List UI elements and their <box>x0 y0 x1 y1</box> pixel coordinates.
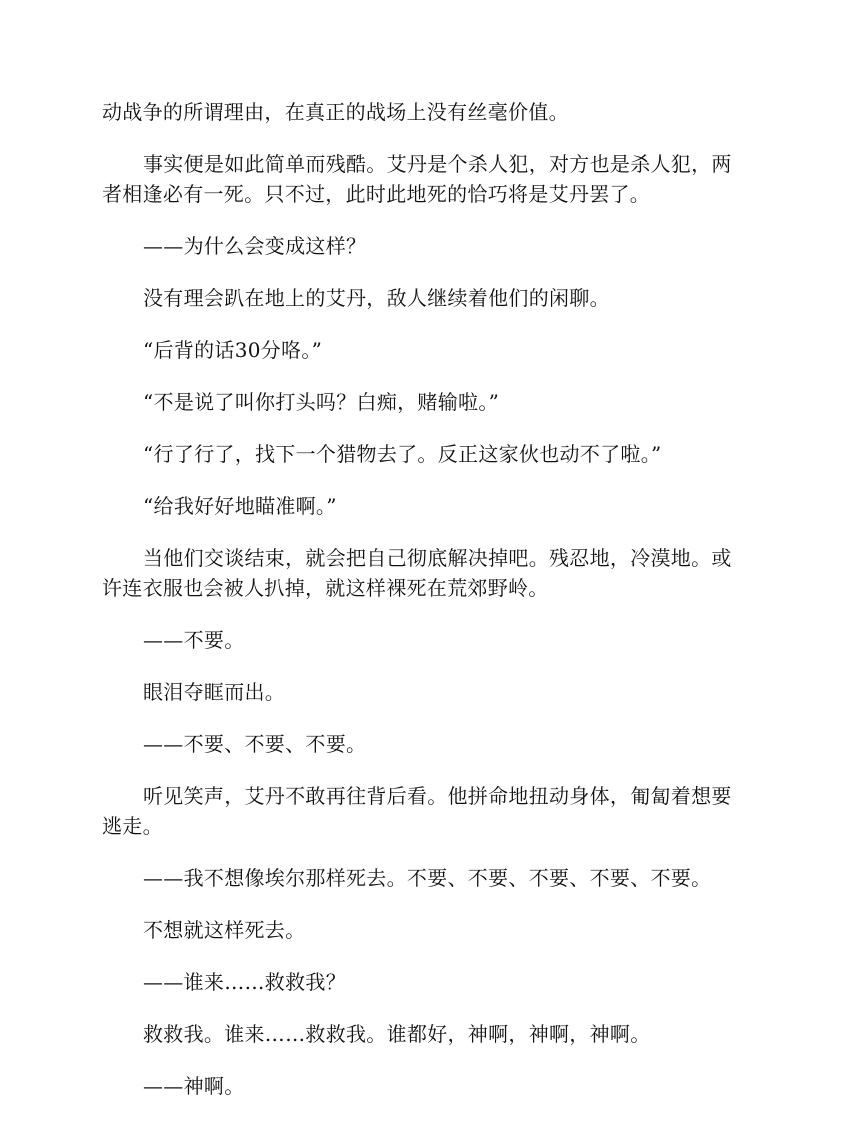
paragraph: 救救我。谁来……救救我。谁都好，神啊，神啊，神啊。 <box>143 1022 651 1046</box>
paragraph: 事实便是如此简单而残酷。艾丹是个杀人犯，对方也是杀人犯，两者相逢必有一死。只不过，此时此地死的恰巧将是艾丹罢了。 <box>102 152 732 206</box>
paragraph: ——不要。 <box>143 628 245 652</box>
paragraph: ——谁来……救救我？ <box>143 970 346 994</box>
paragraph: 眼泪夺眶而出。 <box>143 680 286 704</box>
paragraph: 没有理会趴在地上的艾丹，敌人继续着他们的闲聊。 <box>143 286 610 310</box>
paragraph: 不想就这样死去。 <box>143 918 306 942</box>
body-text <box>102 97 750 1123</box>
paragraph: “行了行了，找下一个猎物去了。反正这家伙也动不了啦。” <box>143 442 662 466</box>
paragraph: ——不要、不要、不要。 <box>143 732 367 756</box>
paragraph: 听见笑声，艾丹不敢再往背后看。他拼命地扭动身体，匍匐着想要逃走。 <box>102 784 732 838</box>
paragraph: ——神啊。 <box>143 1074 245 1098</box>
paragraph: ——为什么会变成这样？ <box>143 234 367 258</box>
paragraph: “给我好好地瞄准啊。” <box>143 494 337 518</box>
paragraph: 动战争的所谓理由，在真正的战场上没有丝毫价值。 <box>102 100 569 124</box>
paragraph: “后背的话30分咯。” <box>143 338 323 362</box>
paragraph: 当他们交谈结束，就会把自己彻底解决掉吧。残忍地，冷漠地。或许连衣服也会被人扒掉，就这样裸死在荒郊野岭。 <box>102 546 732 600</box>
paragraph: “不是说了叫你打头吗？白痴，赌输啦。” <box>143 390 500 414</box>
paragraph: ——我不想像埃尔那样死去。不要、不要、不要、不要、不要。 <box>143 866 712 890</box>
